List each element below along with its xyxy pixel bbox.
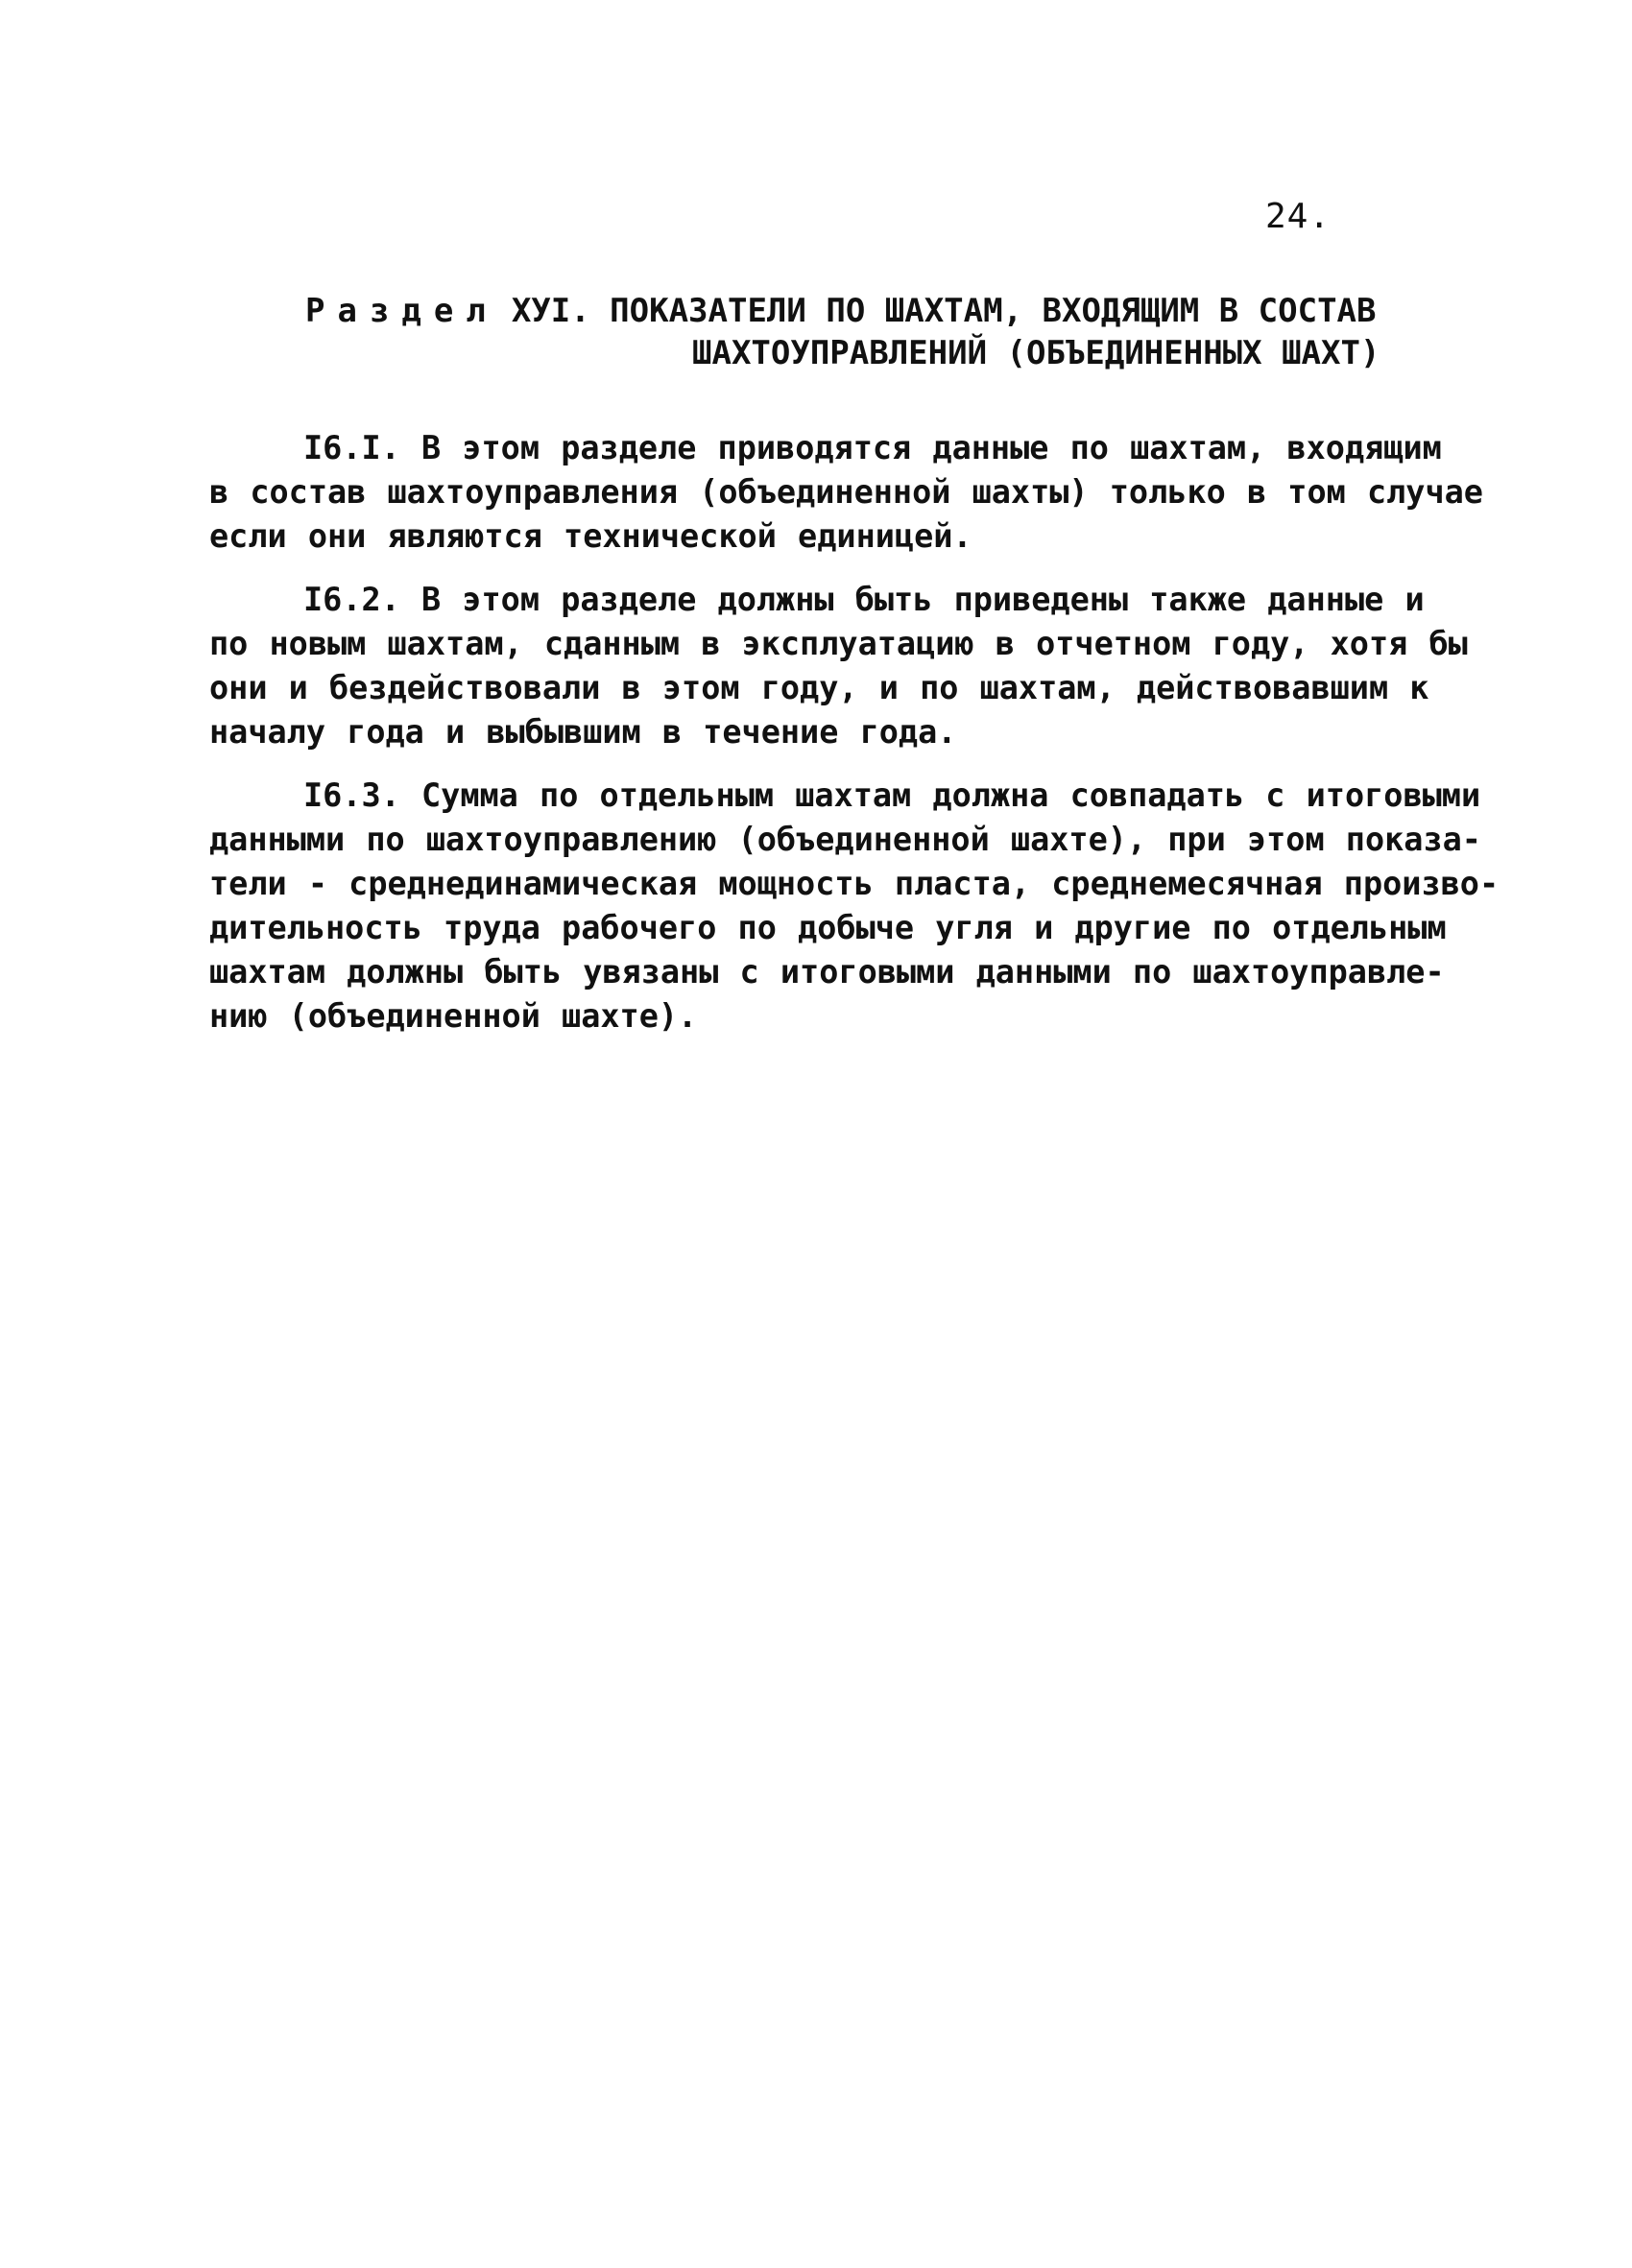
section-title-line-2: ШАХТОУПРАВЛЕНИЙ (ОБЪЕДИНЕННЫХ ШАХТ): [692, 334, 1380, 372]
paragraph-line: дительность труда рабочего по добыче угля и другие по отдельным: [209, 909, 1447, 946]
paragraph-line: нию (объединенной шахте).: [209, 997, 698, 1035]
paragraph-line: по новым шахтам, сданным в эксплуатацию в отчетном году, хотя бы: [209, 625, 1468, 662]
section-label: Раздел: [305, 292, 498, 330]
paragraph-line: I6.2. В этом разделе должны быть приведены также данные и: [303, 581, 1425, 618]
paragraph-16-3: [209, 774, 1500, 1039]
paragraph-line: они и бездействовали в этом году, и по шахтам, действовавшим к: [209, 669, 1429, 706]
paragraph-line: в состав шахтоуправления (объединенной шахты) только в том случае: [209, 473, 1483, 511]
paragraph-line: шахтам должны быть увязаны с итоговыми данными по шахтоуправле-: [209, 953, 1445, 991]
paragraph-line: данными по шахтоуправлению (объединенной шахте), при этом показа-: [209, 821, 1481, 858]
page-number: 24.: [1265, 197, 1332, 236]
paragraph-line: I6.I. В этом разделе приводятся данные по шахтам, входящим: [303, 429, 1442, 466]
section-title-line-1: ХУI. ПОКАЗАТЕЛИ ПО ШАХТАМ, ВХОДЯЩИМ В СОСТАВ: [511, 292, 1377, 330]
paragraph-line: тели - среднединамическая мощность пласта, среднемесячная произво-: [209, 865, 1500, 902]
paragraph-16-1: [209, 426, 1483, 559]
paragraph-line: I6.3. Сумма по отдельным шахтам должна совпадать с итоговыми: [303, 776, 1481, 814]
paragraph-line: началу года и выбывшим в течение года.: [209, 713, 957, 751]
paragraph-line: если они являются технической единицей.: [209, 517, 972, 555]
section-heading: [305, 290, 1419, 374]
paragraph-16-2: [209, 578, 1468, 754]
